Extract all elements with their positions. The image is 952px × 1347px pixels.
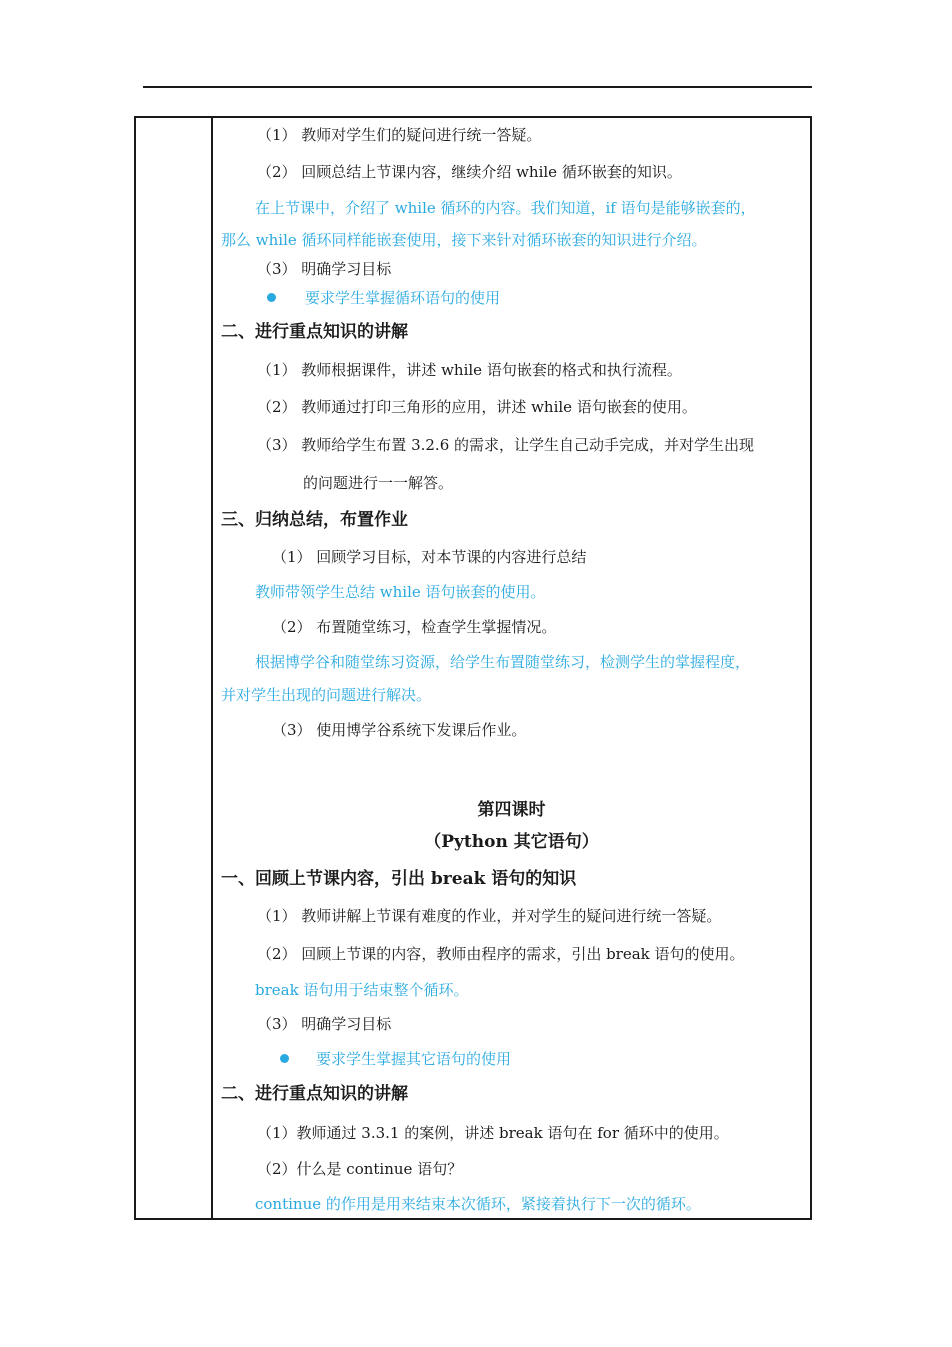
section-heading: 一、回顾上节课内容，引出 break 语句的知识 — [221, 869, 577, 889]
text-line: （3） 使用博学谷系统下发课后作业。 — [272, 721, 527, 739]
table-column-divider — [211, 116, 213, 1220]
section-heading: 二、进行重点知识的讲解 — [221, 322, 408, 342]
text-line: （3） 明确学习目标 — [257, 260, 392, 278]
text-line: （1） 教师对学生们的疑问进行统一答疑。 — [257, 126, 542, 144]
text-line: 要求学生掌握循环语句的使用 — [305, 289, 501, 307]
text-line: （2） 回顾总结上节课内容，继续介绍 while 循环嵌套的知识。 — [257, 163, 682, 181]
text-line: break 语句用于结束整个循环。 — [255, 981, 469, 999]
text-line: （3） 明确学习目标 — [257, 1015, 392, 1033]
text-line: （1） 教师根据课件，讲述 while 语句嵌套的格式和执行流程。 — [257, 361, 682, 379]
text-line: （2） 布置随堂练习，检查学生掌握情况。 — [272, 618, 557, 636]
text-line: 在上节课中，介绍了 while 循环的内容。我们知道，if 语句是能够嵌套的， — [255, 199, 756, 217]
lesson-title: 第四课时 — [477, 800, 546, 820]
text-line: 的问题进行一一解答。 — [303, 474, 454, 492]
bullet-dot-icon — [280, 1054, 289, 1063]
text-line: （1） 回顾学习目标，对本节课的内容进行总结 — [272, 548, 587, 566]
text-line: （2）什么是 continue 语句？ — [257, 1160, 463, 1178]
text-line: continue 的作用是用来结束本次循环，紧接着执行下一次的循环。 — [255, 1195, 701, 1213]
section-heading: 三、归纳总结，布置作业 — [221, 510, 408, 530]
text-line: 教师带领学生总结 while 语句嵌套的使用。 — [255, 583, 546, 601]
text-line: 根据博学谷和随堂练习资源，给学生布置随堂练习，检测学生的掌握程度， — [255, 653, 751, 671]
section-heading: 二、进行重点知识的讲解 — [221, 1084, 408, 1104]
bullet-dot-icon — [267, 293, 276, 302]
text-line: （2） 教师通过打印三角形的应用，讲述 while 语句嵌套的使用。 — [257, 398, 697, 416]
header-rule — [143, 86, 812, 88]
text-line: （1） 教师讲解上节课有难度的作业，并对学生的疑问进行统一答疑。 — [257, 907, 722, 925]
text-line: 并对学生出现的问题进行解决。 — [221, 686, 432, 704]
text-line: （2） 回顾上节课的内容，教师由程序的需求，引出 break 语句的使用。 — [257, 945, 745, 963]
lesson-subtitle: （Python 其它语句） — [424, 832, 599, 852]
text-line: （3） 教师给学生布置 3.2.6 的需求，让学生自己动手完成，并对学生出现 — [257, 436, 755, 454]
text-line: 要求学生掌握其它语句的使用 — [316, 1050, 512, 1068]
text-line: （1）教师通过 3.3.1 的案例，讲述 break 语句在 for 循环中的使用。 — [257, 1124, 729, 1142]
text-line: 那么 while 循环同样能嵌套使用，接下来针对循环嵌套的知识进行介绍。 — [221, 231, 707, 249]
